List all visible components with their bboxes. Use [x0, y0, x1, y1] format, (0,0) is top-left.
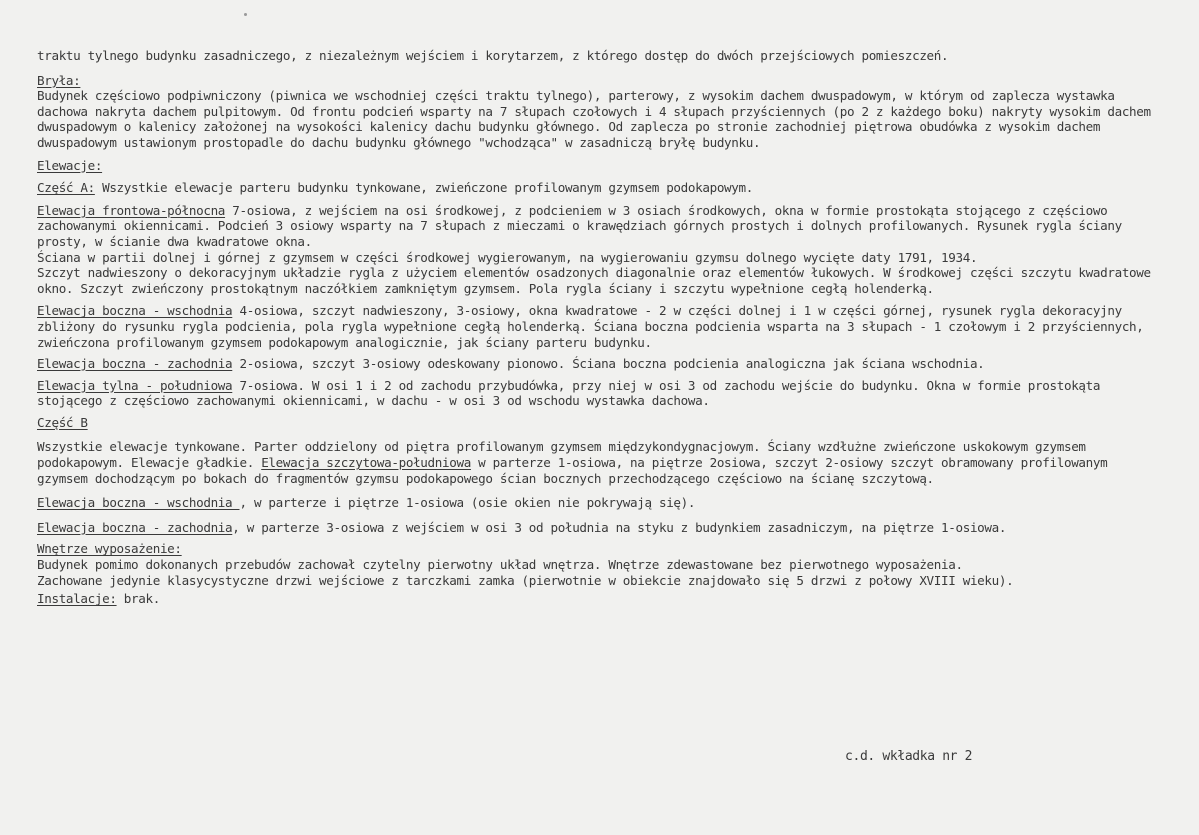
czesc-b-paragraph	[37, 439, 1159, 486]
tylna-paragraph	[37, 378, 1159, 409]
tylna-text: 7-osiowa. W osi 1 i 2 od zachodu przybudówka, przy niej w osi 3 od zachodu wejście do budynku. Okna w formie prostokąta stojącego z częściowo zachowanymi okiennicami, w dachu - w osi 3 od wschodu wystawka dachowa.	[37, 377, 1101, 409]
bryla-heading: Bryła:	[37, 72, 81, 88]
instalacje-label: Instalacje:	[37, 591, 117, 607]
frontowa-line3: Szczyt nadwieszony o dekoracyjnym układzie rygla z użyciem elementów osadzonych diagonalnie oraz elementów łukowych. W środkowej części szczytu kwadratowe okno. Szczyt zwieńczony prostokątnym naczółkiem zamkniętym gzymsem. Pola rygla ściany i szczytu wypełnione cegłą holenderką.	[37, 265, 1151, 296]
paper-speck	[244, 13, 247, 16]
wnetrze-section	[37, 541, 1159, 588]
szczytowa-label: Elewacja szczytowa-południowa	[261, 455, 471, 471]
tylna-label: Elewacja tylna - południowa	[37, 377, 233, 393]
czesc-a-text: Wszystkie elewacje parteru budynku tynkowane, zwieńczone profilowanym gzymsem podokapowym.	[94, 180, 753, 196]
bryla-section	[37, 73, 1159, 151]
boczna-zachodnia-a-text: 2-osiowa, szczyt 3-osiowy odeskowany pionowo. Ściana boczna podcienia analogiczna jak ściana wschodnia.	[232, 356, 985, 372]
frontowa-paragraph	[37, 203, 1159, 250]
czesc-b-heading	[37, 415, 1159, 431]
boczna-wschodnia-b-paragraph	[37, 495, 1159, 511]
czesc-b-label: Część B	[37, 414, 88, 430]
wnetrze-line2: Zachowane jedynie klasycystyczne drzwi wejściowe z tarczkami zamka (pierwotnie w obiekcie znajdowało się 5 drzwi z połowy XVIII wieku).	[37, 572, 1014, 588]
bryla-text: Budynek częściowo podpiwniczony (piwnica we wschodniej części traktu tylnego), parterowy, z wysokim dachem dwuspadowym, w którym od zaplecza wystawka dachowa nakryta dachem pulpitowym. Od frontu podcień wsparty na 7 słupach czołowych i 4 słupach przyściennych (po 2 z każdego boku) nakryty wysokim dachem dwuspadowym o kalenicy założonej na wysokości kalenicy dachu budynku głównego. Od zaplecza po stronie zachodniej piętrowa obudówka z wysokim dachem dwuspadowym ustawionym prostopadle do dachu budynku głównego "wchodząca" w zasadniczą bryłę budynku.	[37, 88, 1151, 150]
boczna-wschodnia-a-paragraph	[37, 303, 1159, 350]
boczna-zachodnia-b-label: Elewacja boczna - zachodnia	[37, 519, 233, 535]
elewacje-heading	[37, 158, 1159, 174]
wnetrze-line1: Budynek pomimo dokonanych przebudów zachował czytelny pierwotny układ wnętrza. Wnętrze zdewastowane bez pierwotnego wyposażenia.	[37, 557, 963, 573]
continuation-note: c.d. wkładka nr 2	[845, 749, 973, 764]
czesc-a-paragraph	[37, 180, 1159, 196]
frontowa-label: Elewacja frontowa-północna	[37, 202, 226, 218]
boczna-wschodnia-a-text: 4-osiowa, szczyt nadwieszony, 3-osiowy, okna kwadratowe - 2 w części dolnej i 1 w części górnej, rysunek rygla dekoracyjny zbliżony do rysunku rygla podcienia, pola rygla wypełnione cegłą holenderką. Ściana boczna podcienia wsparta na 3 słupach - 1 czołowym i 2 przyściennych, zwieńczona profilowanym gzymsem podokapowym analogicznie, jak ściany parteru budynku.	[37, 303, 1144, 350]
boczna-zachodnia-a-label: Elewacja boczna - zachodnia	[37, 356, 233, 372]
frontowa-line2: Ściana w partii dolnej i górnej z gzymsem w części środkowej wygierowanym, na wygierowaniu gzymsu dolnego wycięte daty 1791, 1934.	[37, 249, 978, 265]
elewacje-heading-label: Elewacje:	[37, 157, 103, 173]
boczna-zachodnia-a-paragraph	[37, 356, 1159, 372]
boczna-wschodnia-b-label: Elewacja boczna - wschodnia	[37, 495, 240, 511]
boczna-zachodnia-b-text: , w parterze 3-osiowa z wejściem w osi 3 od południa na styku z budynkiem zasadniczym, na piętrze 1-osiowa.	[232, 519, 1007, 535]
boczna-zachodnia-b-paragraph	[37, 520, 1159, 536]
boczna-wschodnia-a-label: Elewacja boczna - wschodnia	[37, 303, 233, 319]
boczna-wschodnia-b-text: , w parterze i piętrze 1-osiowa (osie okien nie pokrywają się).	[239, 495, 696, 511]
czesc-b-text-post: w parterze 1-osiowa, na piętrze 2osiowa, szczyt 2-osiowy szczyt obramowany profilowanym gzymsem dochodzącym po bokach do fragmentów gzymsu podokapowego ścian bocznych przechodzącego częściowo na ścianę szczytową.	[37, 455, 1108, 486]
instalacje-text: brak.	[116, 591, 160, 607]
czesc-a-label: Część A:	[37, 180, 95, 196]
intro-text: traktu tylnego budynku zasadniczego, z niezależnym wejściem i korytarzem, z którego dostęp do dwóch przejściowych pomieszczeń.	[37, 48, 949, 63]
frontowa-section	[37, 203, 1159, 297]
frontowa-text: 7-osiowa, z wejściem na osi środkowej, z podcieniem w 3 osiach środkowych, okna w formie prostokąta stojącego z częściowo zachowanymi okiennicami. Podcień 3 osiowy wsparty na 7 słupach z mieczami o krawędziach górnych prostych i dolnych profilowanych. Rysunek rygla ściany prosty, w ścianie dwa kwadratowe okna.	[37, 202, 1122, 249]
czesc-b-text-pre: Wszystkie elewacje tynkowane. Parter oddzielony od piętra profilowanym gzymsem międzykondygnacjowym. Ściany wzdłużne zwieńczone uskokowym gzymsem podokapowym. Elewacje gładkie.	[37, 439, 1086, 471]
wnetrze-heading: Wnętrze wyposażenie:	[37, 541, 182, 557]
instalacje-paragraph	[37, 591, 1159, 607]
